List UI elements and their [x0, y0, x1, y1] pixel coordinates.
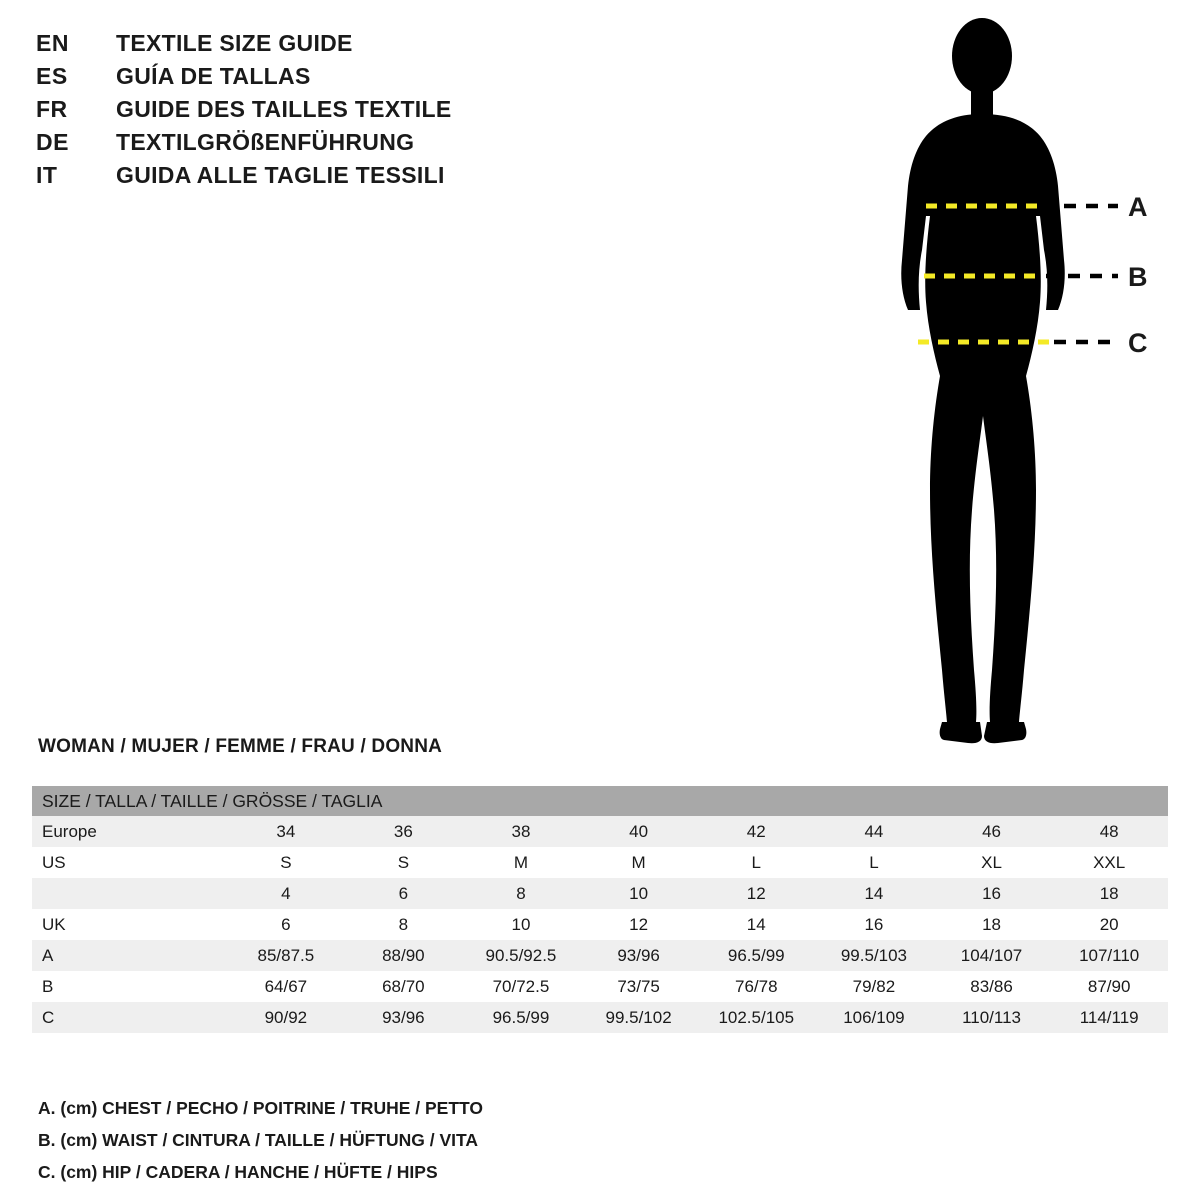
table-header-title: SIZE / TALLA / TAILLE / GRÖSSE / TAGLIA [32, 786, 1168, 816]
cell: 104/107 [960, 945, 1023, 965]
cell: 99.5/103 [840, 945, 908, 965]
table-row [32, 878, 1168, 909]
cell: 46 [982, 821, 1001, 841]
cell: 90.5/92.5 [485, 945, 557, 965]
cell: 10 [629, 883, 649, 903]
measurement-legend [38, 1092, 838, 1188]
row-label-uk: UK [42, 914, 66, 934]
cell: 99.5/102 [605, 1007, 672, 1027]
title-row [36, 30, 596, 63]
language-code: DE [36, 129, 69, 155]
cell: 12 [746, 883, 766, 903]
row-label-c: C [42, 1007, 55, 1027]
female-silhouette-icon [901, 18, 1065, 743]
cell: 8 [398, 914, 409, 934]
cell: 73/75 [617, 976, 660, 996]
cell: 10 [511, 914, 531, 934]
cell: 42 [746, 821, 766, 841]
cell: M [513, 852, 529, 872]
measure-label-b: B [1128, 262, 1148, 292]
cell: 110/113 [962, 1007, 1021, 1027]
cell: 6 [281, 914, 291, 934]
cell: 102.5/105 [718, 1007, 795, 1027]
cell: 18 [1099, 883, 1119, 903]
title-text: TEXTILE SIZE GUIDE [116, 30, 353, 56]
title-row [36, 162, 596, 195]
cell: 106/109 [843, 1007, 905, 1027]
table-row [32, 1002, 1168, 1033]
title-text: TEXTILGRÖßENFÜHRUNG [116, 129, 415, 155]
cell: 12 [629, 914, 649, 934]
cell: 93/96 [382, 1007, 425, 1027]
cell: 18 [982, 914, 1001, 934]
row-label-us: US [42, 852, 66, 872]
cell: 16 [982, 883, 1001, 903]
cell: 68/70 [382, 976, 425, 996]
table-row [32, 847, 1168, 878]
row-label-us-numeric [32, 878, 227, 909]
cell: 64/67 [264, 976, 308, 996]
cell: 96.5/99 [492, 1007, 550, 1027]
cell: 38 [511, 821, 531, 841]
cell: 96.5/99 [727, 945, 785, 965]
cell: 8 [516, 883, 526, 903]
cell: 90/92 [264, 1007, 308, 1027]
cell: M [631, 852, 646, 872]
table-header-row [32, 786, 1168, 816]
cell: L [751, 852, 761, 872]
cell: 85/87.5 [257, 945, 315, 965]
cell: 79/82 [852, 976, 896, 996]
cell: 4 [281, 883, 291, 903]
row-label-europe: Europe [42, 821, 97, 841]
cell: L [869, 852, 879, 872]
cell: 40 [629, 821, 649, 841]
legend-item-waist: B. (cm) WAIST / CINTURA / TAILLE / HÜFTUNG / VITA [38, 1130, 479, 1150]
cell: XXL [1093, 852, 1126, 872]
language-code: EN [36, 30, 69, 56]
row-label-b: B [42, 976, 54, 996]
language-code: FR [36, 96, 68, 122]
title-text: GUIDE DES TAILLES TEXTILE [116, 96, 452, 122]
cell: 16 [864, 914, 884, 934]
title-row [36, 129, 596, 162]
legend-item-hip: C. (cm) HIP / CADERA / HANCHE / HÜFTE / HIPS [38, 1162, 438, 1182]
cell: 14 [746, 914, 766, 934]
title-text: GUÍA DE TALLAS [116, 63, 311, 89]
cell: 76/78 [734, 976, 778, 996]
cell: 70/72.5 [492, 976, 550, 996]
title-row [36, 63, 596, 96]
cell: 88/90 [382, 945, 425, 965]
cell: 36 [393, 821, 413, 841]
cell: 107/110 [1079, 945, 1140, 965]
cell: 44 [864, 821, 884, 841]
title-text: GUIDA ALLE TAGLIE TESSILI [116, 162, 445, 188]
cell: 34 [276, 821, 296, 841]
table-row [32, 816, 1168, 847]
cell: 114/119 [1079, 1007, 1139, 1027]
language-code: IT [36, 162, 58, 188]
table-row [32, 971, 1168, 1002]
cell: 14 [864, 883, 884, 903]
cell: XL [981, 852, 1002, 872]
cell: 48 [1099, 821, 1119, 841]
cell: 20 [1099, 914, 1119, 934]
size-table [32, 786, 1168, 1033]
language-code: ES [36, 63, 68, 89]
table-row [32, 909, 1168, 940]
legend-item-chest: A. (cm) CHEST / PECHO / POITRINE / TRUHE / PETTO [38, 1098, 484, 1118]
section-label-woman: WOMAN / MUJER / FEMME / FRAU / DONNA [38, 736, 443, 757]
cell: S [280, 852, 292, 872]
table-row [32, 940, 1168, 971]
measure-label-c: C [1128, 328, 1148, 358]
language-title-block [36, 30, 596, 195]
row-label-a: A [42, 945, 54, 965]
cell: 93/96 [617, 945, 660, 965]
cell: 87/90 [1087, 976, 1131, 996]
cell: S [397, 852, 410, 872]
title-row [36, 96, 596, 129]
measure-label-a: A [1128, 192, 1148, 222]
cell: 6 [398, 883, 409, 903]
cell: 83/86 [970, 976, 1013, 996]
body-measurement-figure [830, 10, 1200, 750]
